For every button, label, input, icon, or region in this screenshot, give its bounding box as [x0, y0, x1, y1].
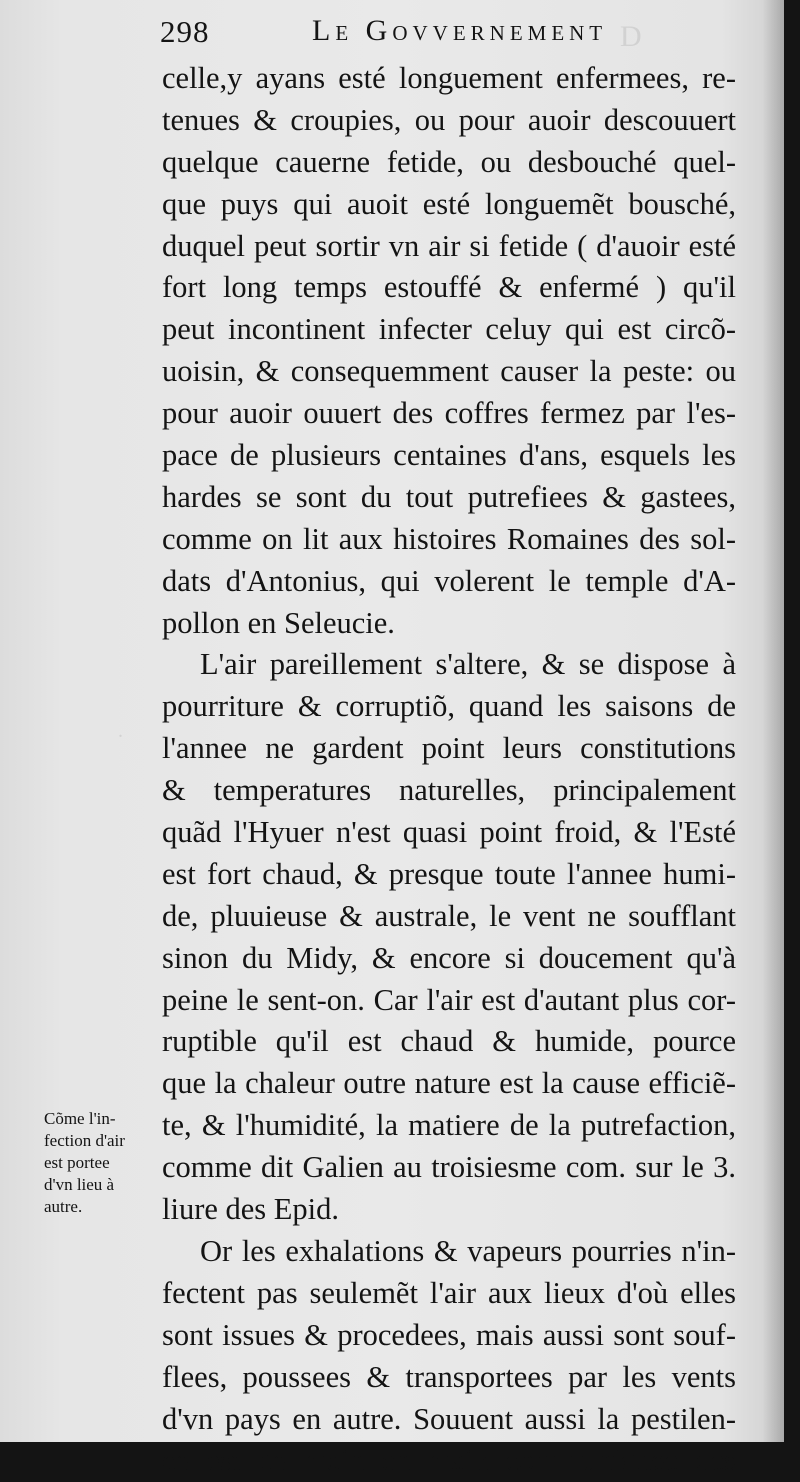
- text-line: quãd l'Hyuer n'est quasi point froid, & l'Esté: [162, 815, 736, 850]
- text-line: peine le sent-on. Car l'air est d'autant plus cor-: [162, 982, 736, 1017]
- text-line: que la chaleur outre nature est la cause efficiẽ-: [162, 1066, 736, 1101]
- text-line: comme on lit aux histoires Romaines des sol-: [162, 521, 736, 556]
- text-line: comme dit Galien au troisiesme com. sur le 3.: [162, 1150, 736, 1185]
- body-text: [162, 58, 736, 1482]
- text-line: fectent pas seulemẽt l'air aux lieux d'où elles: [162, 1275, 736, 1310]
- text-line: pollon en Seleucie.: [162, 605, 395, 640]
- text-line: d'vn pays en autre. Souuent aussi la pestilen-: [162, 1401, 736, 1436]
- text-line: l'annee ne gardent point leurs constitutions: [162, 731, 736, 766]
- margin-note-line: fection d'air: [44, 1131, 125, 1150]
- text-line: fort long temps estouffé & enfermé ) qu'il: [162, 270, 736, 305]
- show-through-text: D: [620, 20, 642, 53]
- margin-note-line: Cõme l'in-: [44, 1109, 116, 1128]
- text-line: liure des Epid.: [162, 1192, 340, 1227]
- text-line: duquel peut sortir vn air si fetide ( d'auoir esté: [162, 228, 736, 263]
- running-title: Le Govvernement: [312, 14, 608, 47]
- text-line: tenues & croupies, ou pour auoir descouuert: [162, 102, 736, 137]
- margin-note-line: est portee: [44, 1153, 110, 1172]
- page-number: 298: [160, 14, 210, 49]
- text-line: uoisin, & consequemment causer la peste: ou: [162, 354, 736, 389]
- text-line: sont issues & procedees, mais aussi sont souf-: [162, 1317, 736, 1352]
- text-line: de, pluuieuse & australe, le vent ne soufflant: [162, 898, 736, 933]
- margin-note-line: d'vn lieu à: [44, 1175, 115, 1194]
- text-line: celle,y ayans esté longuement enfermees, re-: [162, 61, 736, 95]
- text-line: quelque cauerne fetide, ou desbouché quel-: [162, 144, 736, 179]
- text-line: Or les exhalations & vapeurs pourries n'in-: [200, 1233, 736, 1268]
- text-line: peut incontinent infecter celuy qui est circõ-: [162, 312, 736, 347]
- text-line: dats d'Antonius, qui volerent le temple d'A-: [162, 563, 736, 598]
- text-line: & temperatures naturelles, principalement: [162, 773, 736, 808]
- text-line: hardes se sont du tout putrefiees & gastees,: [162, 479, 736, 514]
- margin-note-line: autre.: [44, 1197, 83, 1216]
- text-line: pace de plusieurs centaines d'ans, esquels les: [162, 438, 736, 473]
- text-line: ruptible qu'il est chaud & humide, pource: [162, 1024, 736, 1059]
- text-line: flees, poussees & transportees par les vents: [162, 1359, 736, 1394]
- text-line: ce est de main en main communiquee des: [162, 1443, 736, 1478]
- text-line: que puys qui auoit esté longuemẽt bousché,: [162, 186, 736, 221]
- text-line: sinon du Midy, & encore si doucement qu'à: [162, 940, 736, 975]
- margin-note: [44, 1108, 156, 1218]
- text-line: est fort chaud, & presque toute l'annee humi-: [162, 856, 736, 891]
- text-line: pour auoir ouuert des coffres fermez par l'es-: [162, 396, 736, 431]
- show-through-text: .: [118, 720, 123, 742]
- text-line: te, & l'humidité, la matiere de la putrefaction,: [162, 1108, 736, 1143]
- text-line: pourriture & corruptiõ, quand les saisons de: [162, 689, 736, 724]
- text-line: L'air pareillement s'altere, & se dispose à: [200, 647, 736, 682]
